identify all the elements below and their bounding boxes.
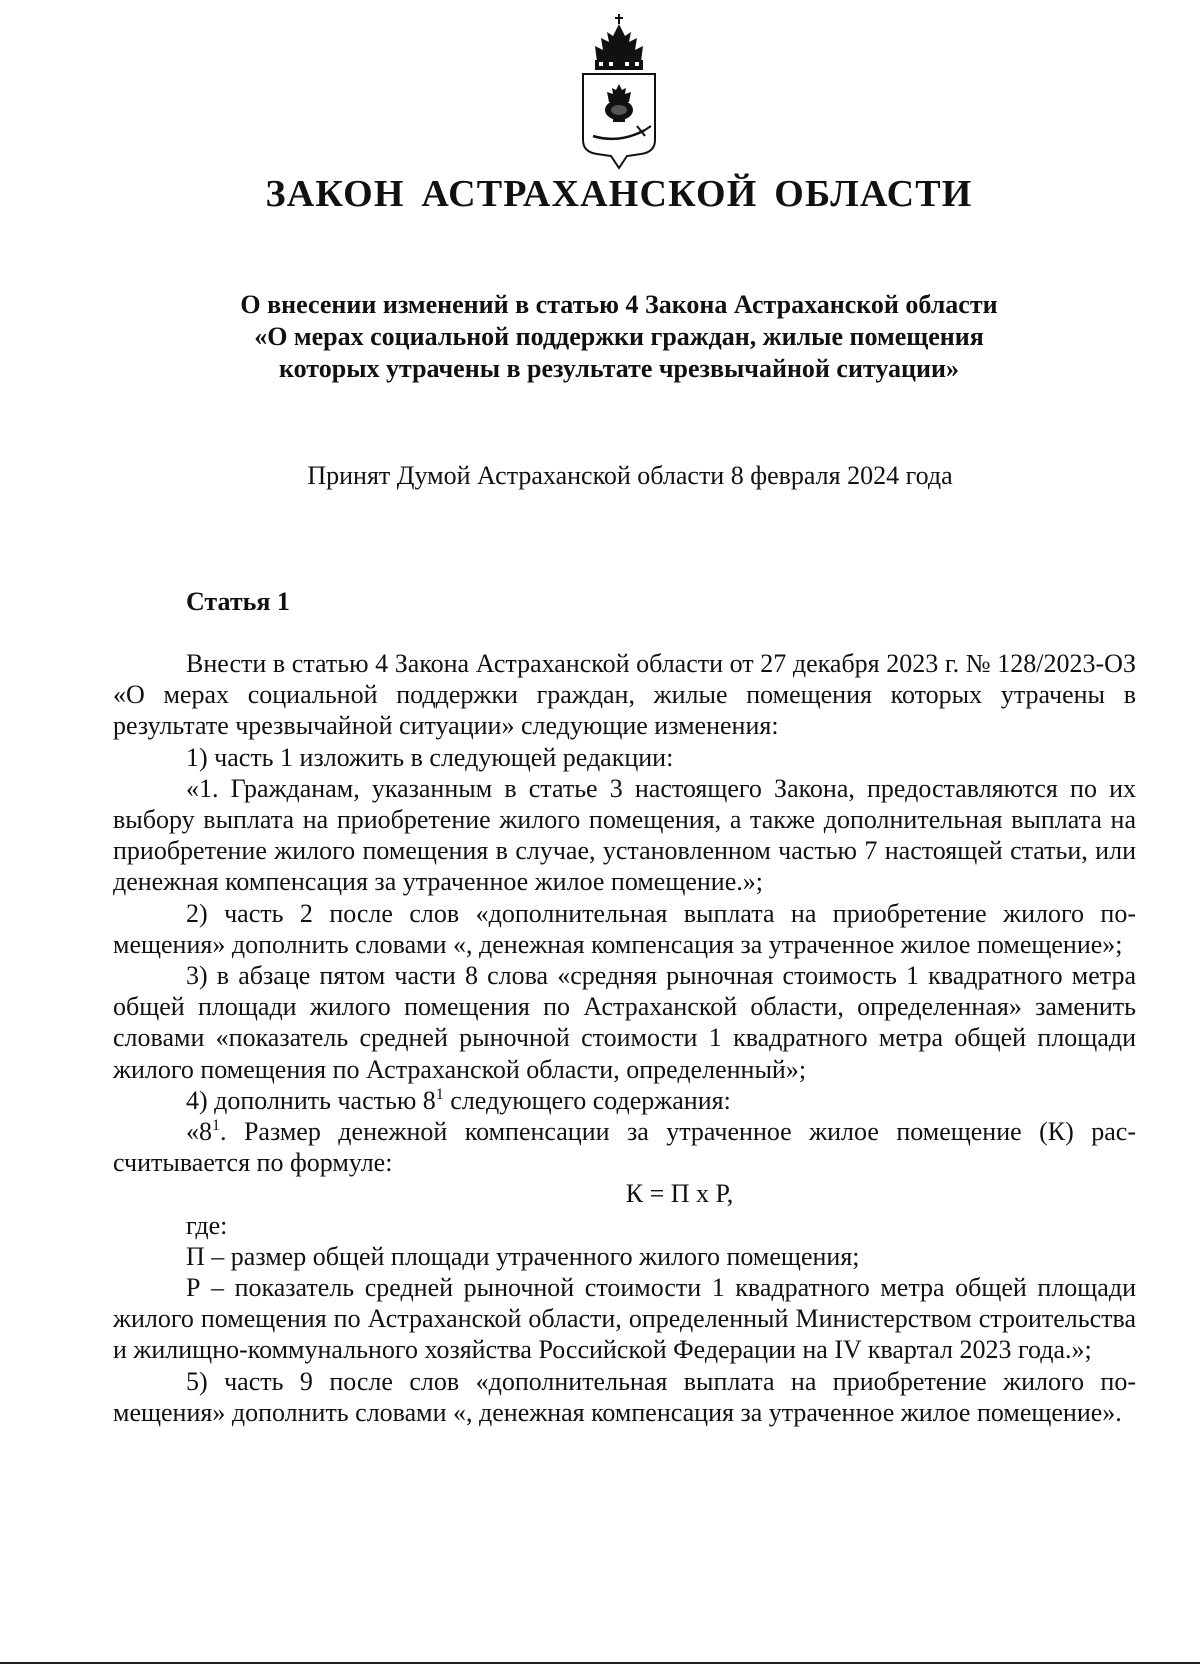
subject-line-2: «О мерах социальной поддержки граждан, жилые помещения [254,322,984,351]
definition-p: П – размер общей площади утраченного жилого помещения; [186,1241,860,1271]
article-intro: Внести в статью 4 Закона Астраханской области от 27 декабря 2023 г. № 128/2023-ОЗ «О мерах социальной поддержки граждан, жилые помещения которых утрачены в результате чрезвычайной ситуации» следующие изменения: [113,649,1136,741]
law-title: ЗАКОН АСТРАХАНСКОЙ ОБЛАСТИ [265,173,973,215]
item-4-suffix: следующего содержания: [443,1085,731,1115]
adoption-note: Принят Думой Астраханской области 8 февраля 2024 года [307,461,953,490]
amendment-item-3: 3) в абзаце пятом части 8 слова «средняя рыночная стоимость 1 квадратного метра общей площади жилого помещения по Астраханской области, определенная» заменить словами «показатель средней рыночной стоимости 1 квадратного метра общей площади жилого помещения по Астраханской области, определенный»; [113,961,1136,1084]
law-subject [0,289,1200,385]
item-4-superscript: 1 [435,1085,444,1103]
page-bottom-rule [0,1662,1200,1664]
item-4-text-suffix: . Размер денежной компенсации за утраченное жилое помещение (К) рассчитывается по формуле: [113,1117,1136,1178]
amendment-item-4 [113,1085,1136,1116]
amendment-item-4-text [113,1116,1136,1178]
amendment-item-1-text: «1. Гражданам, указанным в статье 3 настоящего Закона, предоставляются по их выбору выплата на приобретение жилого помещения, а также дополнительная выплата на приобретение жилого помещения в случае, установленном частью 7 настоящей статьи, или денежная компенсация за утраченное жилое помещение.»; [113,773,1136,897]
coat-of-arms-icon [579,12,659,170]
item-4-text-prefix: «8 [186,1117,212,1147]
item-4-text-superscript: 1 [212,1117,220,1135]
formula-where: где: [186,1210,228,1240]
definition-r: Р – показатель средней рыночной стоимости 1 квадратного метра общей площади жилого помещения по Астраханской области, определенный Министерством строительства и жилищно-коммунального хозяйства Российской Федерации на IV квартал 2023 года.»; [113,1273,1136,1365]
amendment-item-1: 1) часть 1 изложить в следующей редакции: [186,742,674,772]
item-4-prefix: 4) дополнить частью 8 [186,1085,436,1115]
compensation-formula: К = П х Р, [625,1179,734,1209]
amendment-item-2: 2) часть 2 после слов «дополнительная выплата на приобретение жилого помещения» дополнить словами «, денежная компенсация за утраченное жилое помещение»; [113,898,1136,959]
subject-line-1: О внесении изменений в статью 4 Закона Астраханской области [240,290,998,319]
article-heading: Статья 1 [186,587,290,616]
article-body [113,648,1136,1428]
amendment-item-5: 5) часть 9 после слов «дополнительная выплата на приобретение жилого помещения» дополнить словами «, денежная компенсация за утраченное жилое помещение». [113,1366,1136,1427]
subject-line-3: которых утрачены в результате чрезвычайной ситуации» [279,354,959,383]
